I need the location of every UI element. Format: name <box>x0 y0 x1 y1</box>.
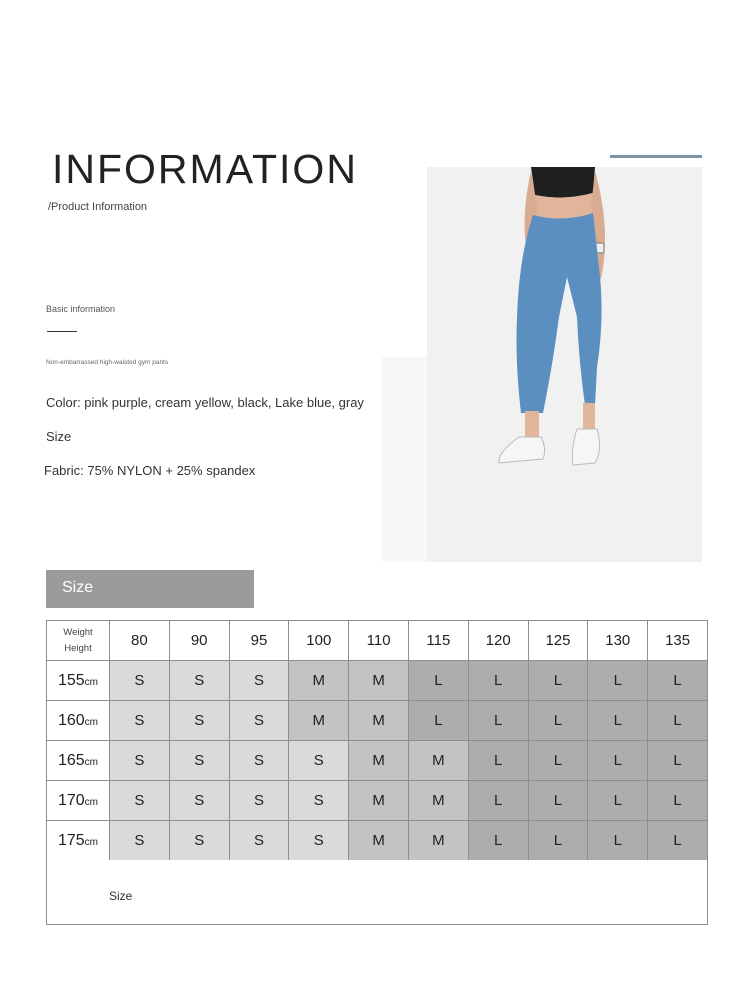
size-cell: M <box>408 781 468 821</box>
right-ankle <box>583 403 595 431</box>
size-cell: S <box>229 781 289 821</box>
size-cell: S <box>229 821 289 861</box>
size-cell: S <box>110 661 170 701</box>
height-cell <box>47 781 110 821</box>
sports-bra <box>531 167 595 198</box>
size-cell: M <box>349 821 409 861</box>
weight-header-cell: 130 <box>588 621 648 661</box>
size-cell: L <box>588 661 648 701</box>
table-row <box>47 821 708 861</box>
size-cell: L <box>588 781 648 821</box>
height-unit: cm <box>84 756 99 768</box>
height-axis-label: Height <box>64 642 92 654</box>
size-cell: S <box>169 701 229 741</box>
weight-header-cell: 135 <box>648 621 708 661</box>
size-cell: M <box>289 701 349 741</box>
size-cell: L <box>648 661 708 701</box>
size-cell: L <box>468 821 528 861</box>
size-cell: S <box>169 781 229 821</box>
weight-header-cell: 95 <box>229 621 289 661</box>
size-table-body <box>47 661 708 861</box>
height-value: 160 <box>57 711 85 729</box>
size-cell: L <box>648 701 708 741</box>
table-row <box>47 741 708 781</box>
size-cell: L <box>468 741 528 781</box>
table-row <box>47 701 708 741</box>
height-value: 165 <box>57 751 85 769</box>
weight-header-cell: 120 <box>468 621 528 661</box>
weight-header-cell: 115 <box>408 621 468 661</box>
table-row <box>47 661 708 701</box>
size-cell: L <box>528 781 588 821</box>
height-value: 175 <box>57 831 85 849</box>
height-cell <box>47 661 110 701</box>
size-cell: L <box>588 741 648 781</box>
page-subtitle: /Product Information <box>48 201 148 213</box>
size-cell: L <box>408 661 468 701</box>
table-row <box>47 781 708 821</box>
size-cell: M <box>349 701 409 741</box>
size-cell: S <box>110 741 170 781</box>
basic-info-divider <box>47 331 77 332</box>
weight-header-cell: 90 <box>169 621 229 661</box>
table-corner-cell <box>47 621 110 661</box>
size-cell: L <box>648 781 708 821</box>
right-shoe-icon <box>573 429 600 465</box>
size-cell: L <box>588 821 648 861</box>
size-cell: L <box>648 821 708 861</box>
size-cell: L <box>528 741 588 781</box>
size-cell: L <box>528 821 588 861</box>
size-cell: S <box>229 701 289 741</box>
size-cell: L <box>468 661 528 701</box>
leggings <box>517 213 602 413</box>
size-cell: M <box>408 821 468 861</box>
weight-header-cell: 125 <box>528 621 588 661</box>
weight-axis-label: Weight <box>63 626 93 638</box>
height-unit: cm <box>84 796 99 808</box>
size-cell: S <box>169 661 229 701</box>
size-cell: L <box>588 701 648 741</box>
model-leggings-illustration <box>427 167 702 562</box>
height-unit: cm <box>84 836 99 848</box>
footer-size-label: Size <box>109 889 133 903</box>
table-header-row <box>47 621 708 661</box>
height-value: 155 <box>57 671 85 689</box>
size-info: Size <box>46 429 72 444</box>
size-cell: S <box>289 741 349 781</box>
size-cell: L <box>648 741 708 781</box>
height-unit: cm <box>84 676 99 688</box>
left-shoe-icon <box>499 437 545 463</box>
size-cell: M <box>349 781 409 821</box>
size-cell: S <box>169 821 229 861</box>
accent-bar <box>610 155 702 158</box>
size-footer-box <box>46 860 708 925</box>
size-cell: L <box>528 701 588 741</box>
size-cell: S <box>110 701 170 741</box>
weight-header-cell: 100 <box>289 621 349 661</box>
size-cell: L <box>528 661 588 701</box>
height-cell <box>47 701 110 741</box>
size-cell: M <box>289 661 349 701</box>
height-cell <box>47 821 110 861</box>
size-cell: S <box>229 661 289 701</box>
weight-header-cell: 110 <box>349 621 409 661</box>
size-cell: L <box>408 701 468 741</box>
size-cell: S <box>229 741 289 781</box>
size-cell: M <box>408 741 468 781</box>
size-section-banner <box>46 570 254 608</box>
left-ankle <box>525 411 539 439</box>
size-cell: S <box>289 821 349 861</box>
size-cell: M <box>349 741 409 781</box>
color-info: Color: pink purple, cream yellow, black, Lake blue, gray <box>46 395 364 410</box>
page-title: INFORMATION <box>52 146 358 192</box>
size-cell: M <box>349 661 409 701</box>
height-cell <box>47 741 110 781</box>
basic-info-label: Basic information <box>46 304 116 314</box>
size-section-label: Size <box>62 579 94 596</box>
size-chart-table <box>46 620 708 861</box>
size-cell: S <box>110 821 170 861</box>
height-value: 170 <box>57 791 85 809</box>
weight-header-cell: 80 <box>110 621 170 661</box>
size-cell: S <box>289 781 349 821</box>
product-description: Non-embarrassed high-waisted gym pants <box>46 359 169 366</box>
size-cell: S <box>110 781 170 821</box>
size-cell: L <box>468 701 528 741</box>
size-cell: S <box>169 741 229 781</box>
size-cell: L <box>468 781 528 821</box>
height-unit: cm <box>84 716 99 728</box>
fabric-info: Fabric: 75% NYLON + 25% spandex <box>44 463 256 478</box>
